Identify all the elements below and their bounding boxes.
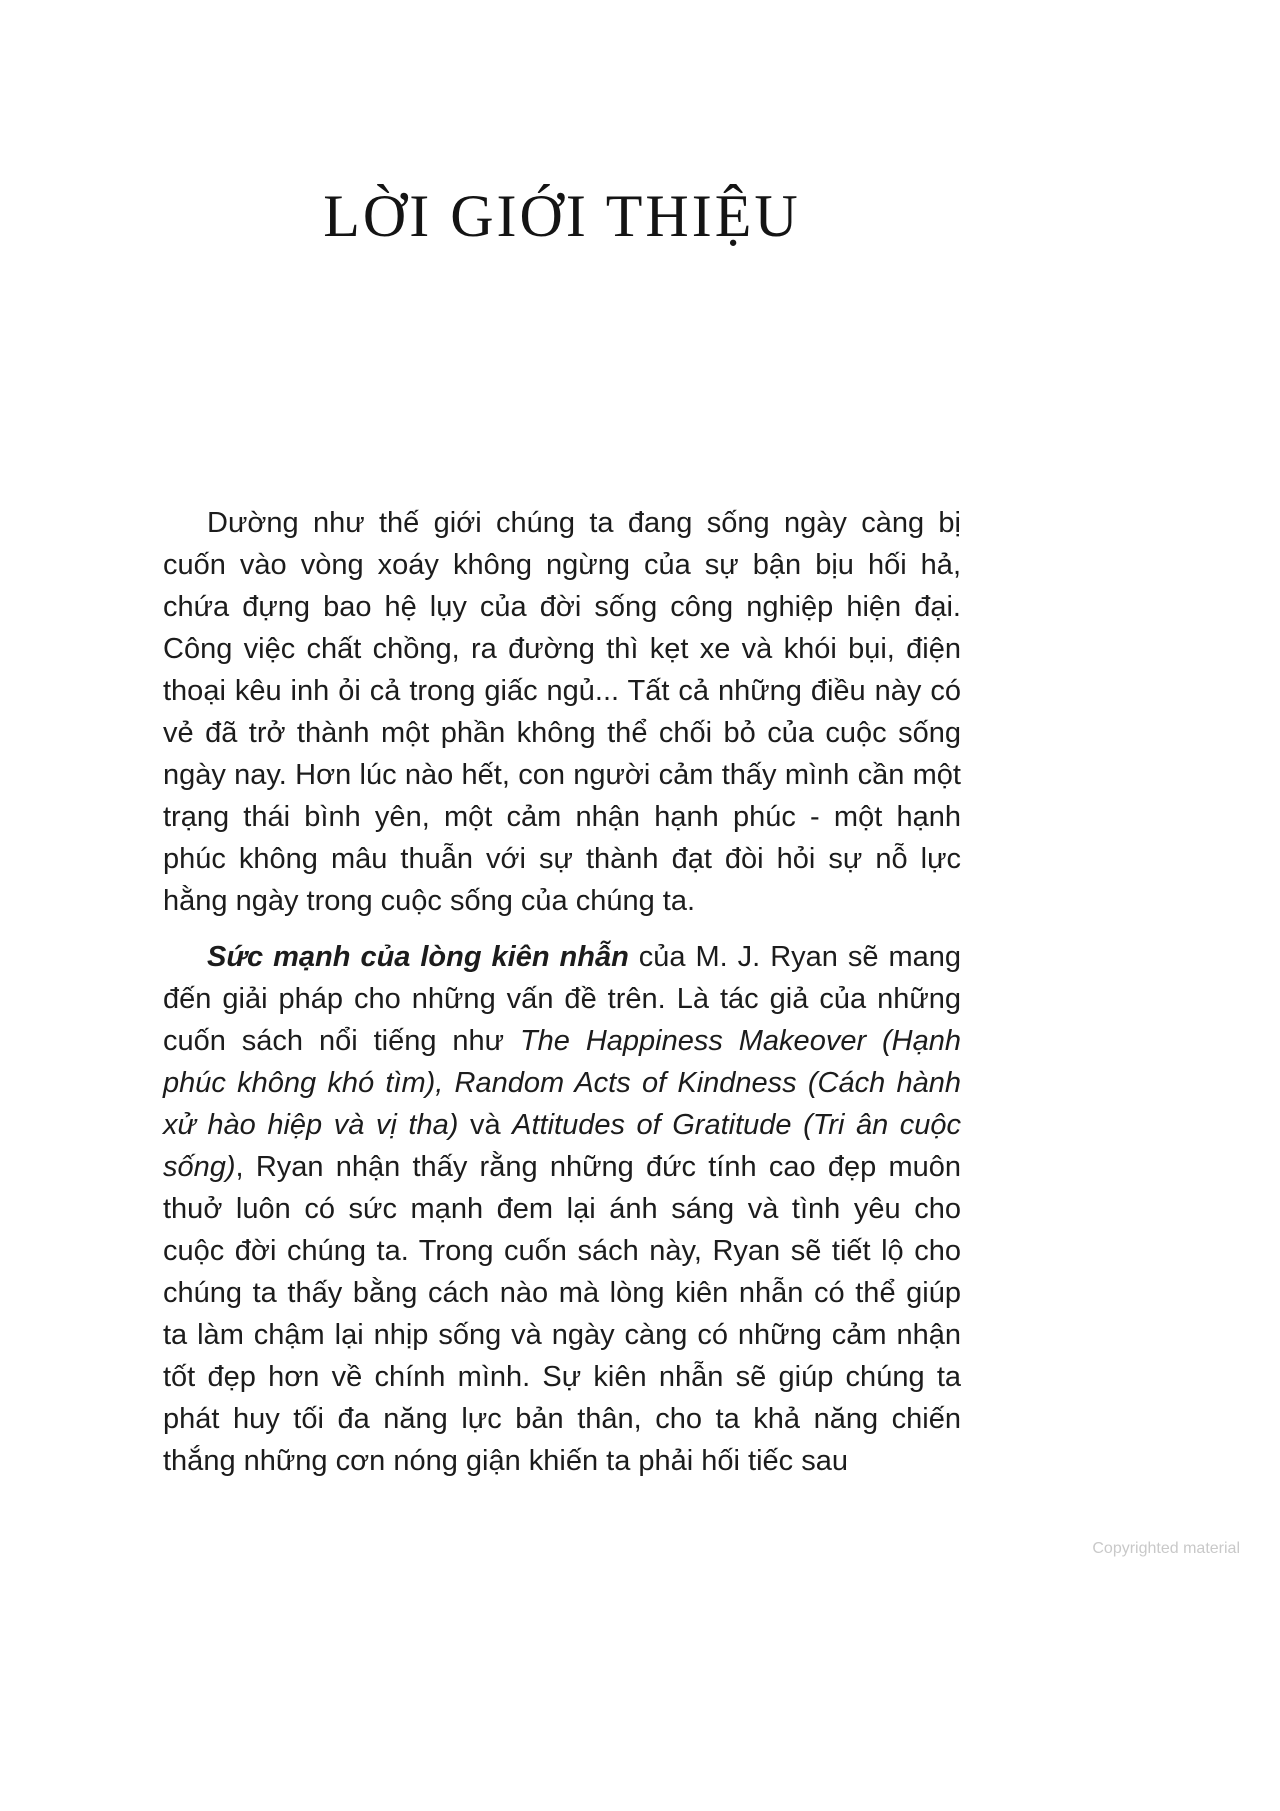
- page-title: LỜI GIỚI THIỆU: [323, 183, 801, 249]
- paragraph-2-text: và: [458, 1109, 513, 1141]
- cited-book-titles: The Happiness Makeover (Hạnh phúc không khó tìm), Random Acts of Kindness (Cách hành xử hào hiệp và vị tha): [163, 1025, 961, 1141]
- body-text: [163, 502, 961, 1482]
- book-title-emphasis: Sức mạnh của lòng kiên nhẫn: [207, 941, 629, 973]
- paragraph-2-text: của M. J. Ryan sẽ mang đến giải pháp cho những vấn đề trên. Là tác giả của những cuốn sách nổi tiếng như: [163, 941, 961, 1057]
- cited-book-title: Attitudes of Gratitude (Tri ân cuộc sống): [163, 1109, 962, 1183]
- paragraph-2: [163, 936, 961, 1482]
- paragraph-1: Dường như thế giới chúng ta đang sống ngày càng bị cuốn vào vòng xoáy không ngừng của sự bận bịu hối hả, chứa đựng bao hệ lụy của đời sống công nghiệp hiện đại. Công việc chất chồng, ra đường thì kẹt xe và khói bụi, điện thoại kêu inh ỏi cả trong giấc ngủ... Tất cả những điều này có vẻ đã trở thành một phần không thể chối bỏ của cuộc sống ngày nay. Hơn lúc nào hết, con người cảm thấy mình cần một trạng thái bình yên, một cảm nhận hạnh phúc - một hạnh phúc không mâu thuẫn với sự thành đạt đòi hỏi sự nỗ lực hằng ngày trong cuộc sống của chúng ta.: [163, 507, 961, 917]
- copyright-watermark: Copyrighted material: [1092, 1540, 1240, 1557]
- paragraph-2-text: , Ryan nhận thấy rằng những đức tính cao đẹp muôn thuở luôn có sức mạnh đem lại ánh sáng và tình yêu cho cuộc đời chúng ta. Trong cuốn sách này, Ryan sẽ tiết lộ cho chúng ta thấy bằng cách nào mà lòng kiên nhẫn có thể giúp ta làm chậm lại nhịp sống và ngày càng có những cảm nhận tốt đẹp hơn về chính mình. Sự kiên nhẫn sẽ giúp chúng ta phát huy tối đa năng lực bản thân, cho ta khả năng chiến thắng những cơn nóng giận khiến ta phải hối tiếc sau: [163, 1151, 961, 1477]
